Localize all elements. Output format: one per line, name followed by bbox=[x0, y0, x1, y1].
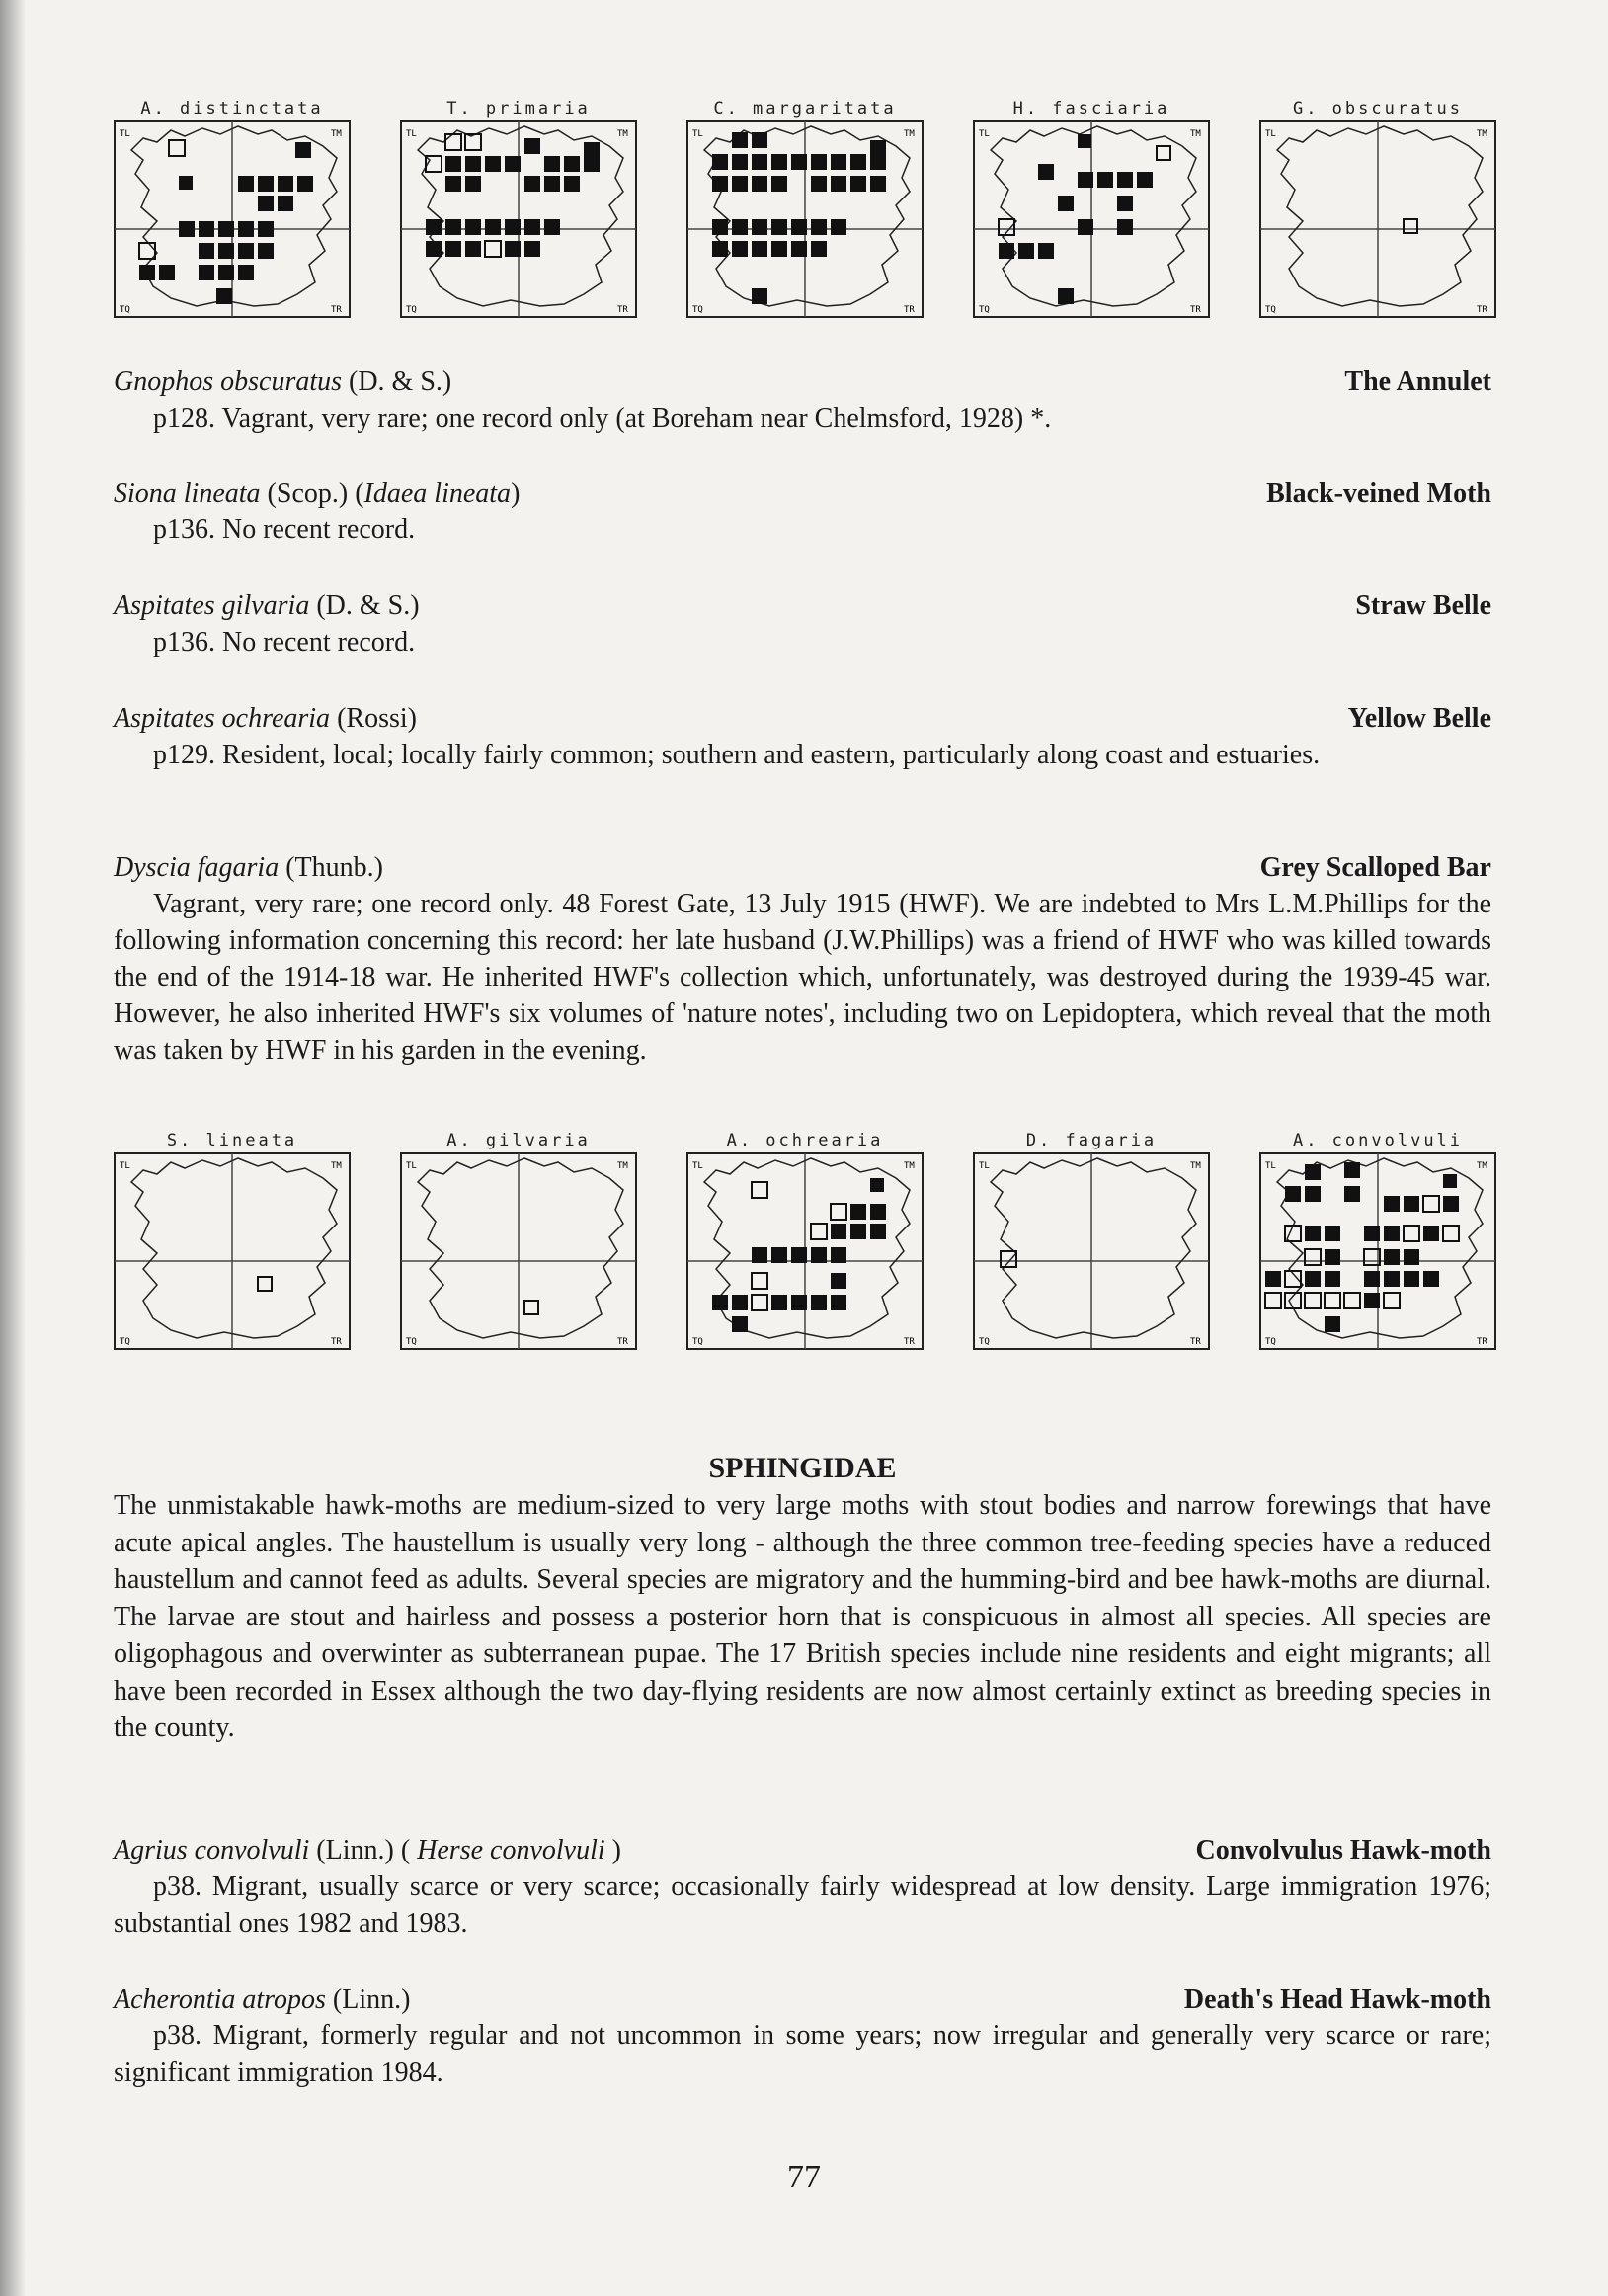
common-name: Grey Scalloped Bar bbox=[1259, 852, 1491, 883]
map-frame bbox=[114, 120, 351, 318]
distribution-map bbox=[686, 1129, 924, 1350]
common-name: Black-veined Moth bbox=[1266, 478, 1491, 509]
corner-label: TL bbox=[692, 129, 703, 139]
distribution-map bbox=[973, 1129, 1210, 1350]
entry-text: p38. Migrant, formerly regular and not uncommon in some years; now irregular and generally very scarce or rare; significant immigration 1984. bbox=[114, 2020, 1491, 2088]
scientific-name: Agrius convolvuli (Linn.) ( Herse convolvuli ) bbox=[114, 1835, 621, 1865]
map-frame bbox=[114, 1152, 351, 1350]
corner-label: TR bbox=[617, 305, 628, 315]
corner-label: TR bbox=[1190, 1337, 1201, 1347]
distribution-map bbox=[400, 97, 637, 318]
corner-label: TM bbox=[331, 129, 342, 139]
map-label: A. distinctata bbox=[140, 99, 324, 119]
corner-label: TR bbox=[617, 1337, 628, 1347]
species-entry bbox=[114, 1981, 1491, 2091]
scientific-name: Siona lineata (Scop.) (Idaea lineata) bbox=[114, 478, 521, 509]
corner-label: TL bbox=[406, 129, 417, 139]
corner-label: TQ bbox=[692, 1337, 703, 1347]
scientific-name: Dyscia fagaria (Thunb.) bbox=[114, 852, 383, 883]
entry-text: p136. No recent record. bbox=[153, 515, 416, 545]
map-label: A. ochrearia bbox=[726, 1131, 884, 1150]
section-title: SPHINGIDAE bbox=[708, 1452, 897, 1484]
corner-label: TM bbox=[1190, 129, 1201, 139]
map-label: S. lineata bbox=[166, 1131, 298, 1150]
species-entry bbox=[114, 363, 1491, 436]
corner-label: TM bbox=[617, 129, 628, 139]
species-entry bbox=[114, 588, 1491, 661]
corner-label: TR bbox=[331, 1337, 342, 1347]
map-label: D. fagaria bbox=[1025, 1131, 1158, 1150]
corner-label: TM bbox=[331, 1161, 342, 1171]
distribution-map bbox=[400, 1129, 637, 1350]
scientific-name: Aspitates gilvaria (D. & S.) bbox=[114, 591, 420, 621]
common-name: The Annulet bbox=[1344, 366, 1491, 397]
species-entry bbox=[114, 1832, 1491, 1941]
corner-label: TM bbox=[1477, 1161, 1487, 1171]
scientific-name: Acherontia atropos (Linn.) bbox=[114, 1984, 411, 2015]
scientific-name: Gnophos obscuratus (D. & S.) bbox=[114, 366, 452, 397]
corner-label: TM bbox=[1190, 1161, 1201, 1171]
distribution-map bbox=[686, 97, 924, 318]
distribution-map bbox=[114, 1129, 351, 1350]
corner-label: TR bbox=[331, 305, 342, 315]
map-label: A. gilvaria bbox=[446, 1131, 591, 1150]
scientific-name: Aspitates ochrearia (Rossi) bbox=[114, 703, 417, 734]
corner-label: TQ bbox=[120, 1337, 130, 1347]
corner-label: TL bbox=[1265, 1161, 1276, 1171]
map-label: G. obscuratus bbox=[1292, 99, 1464, 119]
entry-text: p136. No recent record. bbox=[153, 627, 416, 658]
corner-label: TL bbox=[120, 1161, 130, 1171]
corner-label: TQ bbox=[692, 305, 703, 315]
map-label: C. margaritata bbox=[713, 99, 897, 119]
corner-label: TR bbox=[904, 305, 915, 315]
corner-label: TM bbox=[904, 1161, 915, 1171]
distribution-maps-bottom bbox=[114, 1129, 1496, 1376]
corner-label: TQ bbox=[120, 305, 130, 315]
corner-label: TL bbox=[979, 129, 990, 139]
map-frame bbox=[400, 1152, 637, 1350]
map-label: A. convolvuli bbox=[1292, 1131, 1464, 1150]
entry-text: Vagrant, very rare; one record only. 48 Forest Gate, 13 July 1915 (HWF). We are indebted to Mrs L.M.Phillips for the following information concerning this record: her late husband (J.W.Phillips) was a friend of HWF who was killed towards the end of the 1914-18 war. He inherited HWF's collection which, unfortunately, was destroyed during the 1939-45 war. However, he also inherited HWF's six volumes of 'nature notes', including two on Lepidoptera, which reveal that the moth was taken by HWF in his garden in the evening. bbox=[114, 889, 1491, 1066]
species-entry bbox=[114, 475, 1491, 548]
distribution-map bbox=[114, 97, 351, 318]
common-name: Convolvulus Hawk-moth bbox=[1195, 1835, 1491, 1865]
corner-label: TQ bbox=[1265, 1337, 1276, 1347]
entry-text: p128. Vagrant, very rare; one record only (at Boreham near Chelmsford, 1928) *. bbox=[153, 403, 1052, 434]
common-name: Death's Head Hawk-moth bbox=[1183, 1984, 1491, 2015]
section-intro: The unmistakable hawk-moths are medium-sized to very large moths with stout bodies and narrow forewings that have acute apical angles. The haustellum is usually very long - although the three common tree-feeding species have a reduced haustellum and cannot feed as adults. Several species are migratory and the humming-bird and bee hawk-moths are diurnal. The larvae are stout and hairless and possess a posterior horn that is conspicuous in almost all species. All species are oligophagous and overwinter as subterranean pupae. The 17 British species include nine residents and eight migrants; all have been recorded in Essex although the two day-flying residents are now almost certainly extinct as breeding species in the county. bbox=[114, 1490, 1491, 1743]
corner-label: TQ bbox=[406, 1337, 417, 1347]
distribution-map bbox=[1259, 97, 1496, 318]
corner-label: TR bbox=[1477, 305, 1487, 315]
map-label: H. fasciaria bbox=[1012, 99, 1170, 119]
corner-label: TQ bbox=[979, 305, 990, 315]
corner-label: TQ bbox=[979, 1337, 990, 1347]
corner-label: TQ bbox=[1265, 305, 1276, 315]
map-frame bbox=[1259, 120, 1496, 318]
corner-label: TM bbox=[1477, 129, 1487, 139]
distribution-maps-top bbox=[114, 97, 1496, 344]
corner-label: TR bbox=[904, 1337, 915, 1347]
species-entry bbox=[114, 849, 1491, 1069]
corner-label: TQ bbox=[406, 305, 417, 315]
map-frame bbox=[686, 1152, 924, 1350]
corner-label: TL bbox=[692, 1161, 703, 1171]
distribution-map bbox=[973, 97, 1210, 318]
corner-label: TM bbox=[617, 1161, 628, 1171]
page-number: 77 bbox=[787, 2159, 821, 2195]
entry-text: p38. Migrant, usually scarce or very scarce; occasionally fairly widespread at low density. Large immigration 1976; substantial ones 1982 and 1983. bbox=[114, 1871, 1491, 1939]
common-name: Yellow Belle bbox=[1347, 703, 1491, 734]
map-label: T. primaria bbox=[446, 99, 591, 119]
corner-label: TL bbox=[406, 1161, 417, 1171]
map-frame bbox=[973, 1152, 1210, 1350]
corner-label: TR bbox=[1477, 1337, 1487, 1347]
common-name: Straw Belle bbox=[1355, 591, 1491, 621]
map-frame bbox=[1259, 1152, 1496, 1350]
corner-label: TL bbox=[120, 129, 130, 139]
entry-text: p129. Resident, local; locally fairly common; southern and eastern, particularly along coast and estuaries. bbox=[153, 740, 1321, 770]
page-binding-shadow bbox=[0, 0, 26, 2296]
corner-label: TL bbox=[1265, 129, 1276, 139]
corner-label: TL bbox=[979, 1161, 990, 1171]
corner-label: TR bbox=[1190, 305, 1201, 315]
map-frame bbox=[973, 120, 1210, 318]
map-frame bbox=[400, 120, 637, 318]
distribution-map bbox=[1259, 1129, 1496, 1350]
species-entry bbox=[114, 700, 1491, 773]
map-frame bbox=[686, 120, 924, 318]
corner-label: TM bbox=[904, 129, 915, 139]
